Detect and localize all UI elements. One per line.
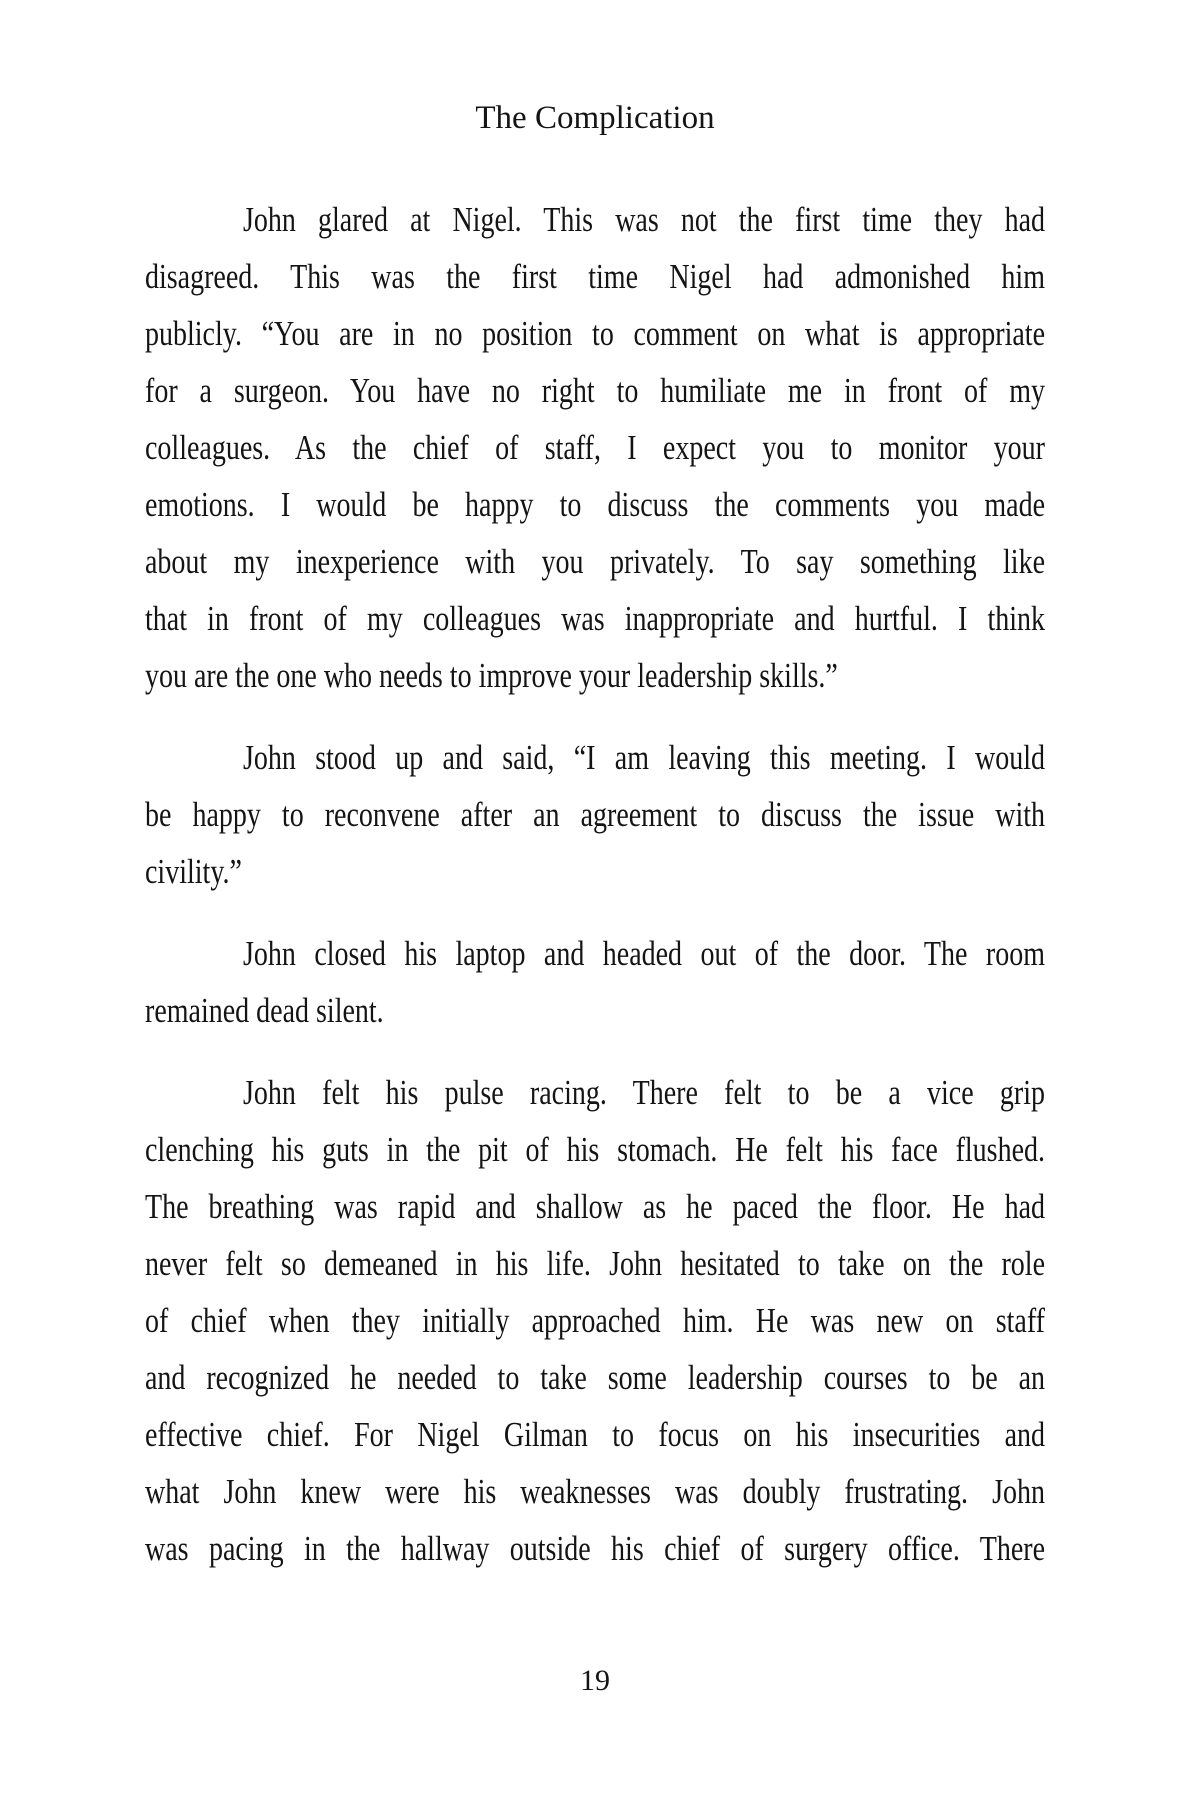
- page-title: The Complication: [475, 100, 715, 136]
- text-line: that in front of my colleagues was inappropriate and hurtful. I think: [145, 600, 1045, 639]
- text-line: of chief when they initially approached him. He was new on staff: [145, 1302, 1045, 1341]
- page-number: 19: [580, 1664, 610, 1697]
- paragraph: [145, 192, 1045, 705]
- text-line: was pacing in the hallway outside his chief of surgery office. There: [145, 1530, 1045, 1569]
- text-line: colleagues. As the chief of staff, I expect you to monitor your: [145, 429, 1045, 468]
- text-line: remained dead silent.: [145, 992, 384, 1031]
- text-line: effective chief. For Nigel Gilman to focus on his insecurities and: [145, 1416, 1045, 1455]
- text-line: clenching his guts in the pit of his stomach. He felt his face flushed.: [145, 1131, 1045, 1170]
- text-line: you are the one who needs to improve your leadership skills.”: [145, 657, 838, 696]
- text-line: John felt his pulse racing. There felt to be a vice grip: [243, 1074, 1045, 1113]
- text-line: for a surgeon. You have no right to humiliate me in front of my: [145, 372, 1045, 411]
- text-line: about my inexperience with you privately. To say something like: [145, 543, 1045, 582]
- text-line: what John knew were his weaknesses was doubly frustrating. John: [145, 1473, 1045, 1512]
- paragraph: [145, 1065, 1045, 1578]
- text-line: emotions. I would be happy to discuss the comments you made: [145, 486, 1045, 525]
- paragraph: [145, 730, 1045, 901]
- text-line: John glared at Nigel. This was not the first time they had: [243, 201, 1045, 240]
- text-line: never felt so demeaned in his life. John hesitated to take on the role: [145, 1245, 1045, 1284]
- text-line: John closed his laptop and headed out of the door. The room: [243, 935, 1045, 974]
- text-line: The breathing was rapid and shallow as he paced the floor. He had: [145, 1188, 1045, 1227]
- text-line: disagreed. This was the first time Nigel had admonished him: [145, 258, 1045, 297]
- text-line: publicly. “You are in no position to comment on what is appropriate: [145, 315, 1045, 354]
- text-line: be happy to reconvene after an agreement to discuss the issue with: [145, 796, 1045, 835]
- document-body: [145, 192, 1045, 1578]
- paragraph: [145, 926, 1045, 1040]
- text-line: and recognized he needed to take some leadership courses to be an: [145, 1359, 1045, 1398]
- text-block: [0, 96, 1200, 1578]
- text-line: civility.”: [145, 853, 242, 892]
- text-line: John stood up and said, “I am leaving this meeting. I would: [243, 739, 1045, 778]
